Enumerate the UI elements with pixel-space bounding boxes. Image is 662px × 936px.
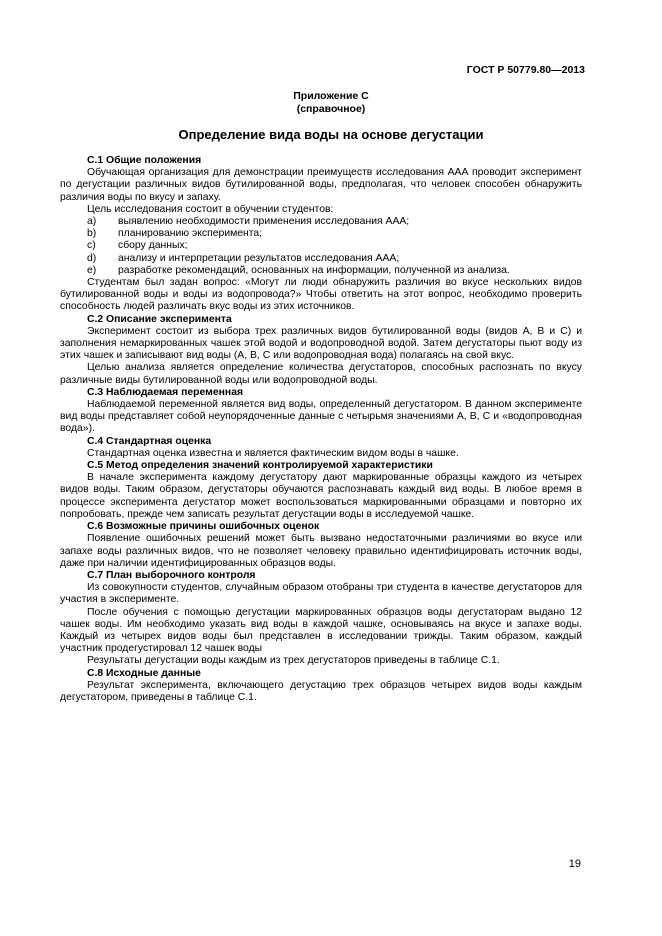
section-heading-c3: С.3 Наблюдаемая переменная: [87, 386, 244, 398]
list-item: [60, 240, 582, 252]
standard-number: ГОСТ Р 50779.80—2013: [466, 64, 585, 76]
paragraph: Наблюдаемой переменной является вид воды, определенный дегустатором. В данном эксперименте вид воды представляет собой неупорядоченные данные с четырьмя значениями А, В, С и «водопроводная вода»).: [60, 399, 582, 435]
paragraph: Цель исследования состоит в обучении студентов:: [87, 203, 334, 215]
paragraph: Эксперимент состоит из выбора трех различных видов бутилированной воды (видов А, В и С) и заполнения немаркированных чашек этой водой и водопроводной водой. Затем дегустаторы пьют воду из этих чашек и записывают вид воды (А, В, С или водопроводная вода) полагаясь на свой вкус.: [60, 325, 582, 362]
section-heading-c6: С.6 Возможные причины ошибочных оценок: [87, 521, 320, 533]
list-label: e): [87, 264, 97, 276]
list-label: c): [87, 240, 96, 252]
paragraph: Стандартная оценка известна и является фактическим видом воды в чашке.: [87, 447, 459, 459]
document-body: [60, 155, 582, 704]
paragraph: В начале эксперимента каждому дегустатору дают маркированные образцы каждого из четырех видов воды. Таким образом, дегустаторы обучаются распознавать каждый вид воды. В любое время в процессе эксперимента дегустатор может воспользоваться маркированными образцами и повторно их попробовать, прежде чем записать результат дегустации воды в исследуемой чашке.: [60, 472, 582, 520]
section-heading-c8: С.8 Исходные данные: [87, 667, 201, 679]
list-text: разработке рекомендаций, основанных на информации, полученной из анализа.: [118, 264, 510, 276]
list-item: [60, 216, 582, 228]
appendix-heading: Определение вида воды на основе дегустации: [178, 127, 484, 142]
list-item: [60, 265, 582, 277]
list-text: сбору данных;: [118, 240, 188, 252]
list-text: выявлению необходимости применения исследования ААА;: [118, 216, 410, 228]
list-label: а): [87, 216, 97, 228]
paragraph: Студентам был задан вопрос: «Могут ли люди обнаружить различия во вкусе нескольких видов бутилированной воды и воды из водопровода?» Чтобы ответить на этот вопрос, необходимо проверить способность людей различать вкус воды из этих источников.: [60, 277, 582, 313]
section-heading-c4: С.4 Стандартная оценка: [87, 435, 212, 447]
list-text: анализу и интерпретации результатов исследования ААА;: [118, 252, 400, 264]
list-label: d): [87, 252, 97, 264]
paragraph: Результаты дегустации воды каждым из трех дегустаторов приведены в таблице С.1.: [87, 655, 500, 667]
appendix-subtitle: (справочное): [296, 103, 366, 115]
list-label: b): [87, 228, 97, 240]
section-heading-c5: С.5 Метод определения значений контролируемой характеристики: [87, 460, 433, 472]
page-number: 19: [568, 858, 581, 870]
paragraph: Обучающая организация для демонстрации преимуществ исследования ААА проводит эксперимент по дегустации различных видов бутилированной воды, предполагая, что человек способен обнаружить различия воды по вкусу и запаху.: [60, 167, 582, 203]
paragraph: Появление ошибочных решений может быть вызвано недостаточными различиями во вкусе или запахе воды различных видов, что не позволяет человеку правильно идентифицировать источник воды, даже при наличии идентифицированных образцов воды.: [60, 533, 582, 569]
paragraph: Целью анализа является определение количества дегустаторов, способных распознать по вкусу различные виды бутилированной воды или водопроводной воды.: [60, 362, 582, 386]
appendix-title: Приложение С: [293, 90, 369, 102]
paragraph: Результат эксперимента, включающего дегустацию трех образцов четырех видов воды каждым дегустатором, приведены в таблице С.1.: [60, 679, 582, 703]
section-heading-c7: С.7 План выборочного контроля: [87, 569, 256, 581]
paragraph: После обучения с помощью дегустации маркированных образцов воды дегустаторам выдано 12 чашек воды. Им необходимо указать вид воды в каждой чашке, основываясь на вкусе и запахе воды. Каждый из четырех видов воды был представлен в исследовании трижды. Таким образом, каждый участник продегустировал 12 чашек воды: [60, 606, 582, 655]
paragraph: Из совокупности студентов, случайным образом отобраны три студента в качестве дегустаторов для участия в эксперименте.: [60, 582, 582, 606]
list-text: планированию эксперимента;: [118, 228, 263, 240]
section-heading-c2: С.2 Описание эксперимента: [87, 313, 232, 325]
appendix-title-block: [0, 90, 662, 116]
list-item: [60, 228, 582, 240]
section-heading-c1: С.1 Общие положения: [87, 155, 202, 166]
list-item: [60, 253, 582, 265]
